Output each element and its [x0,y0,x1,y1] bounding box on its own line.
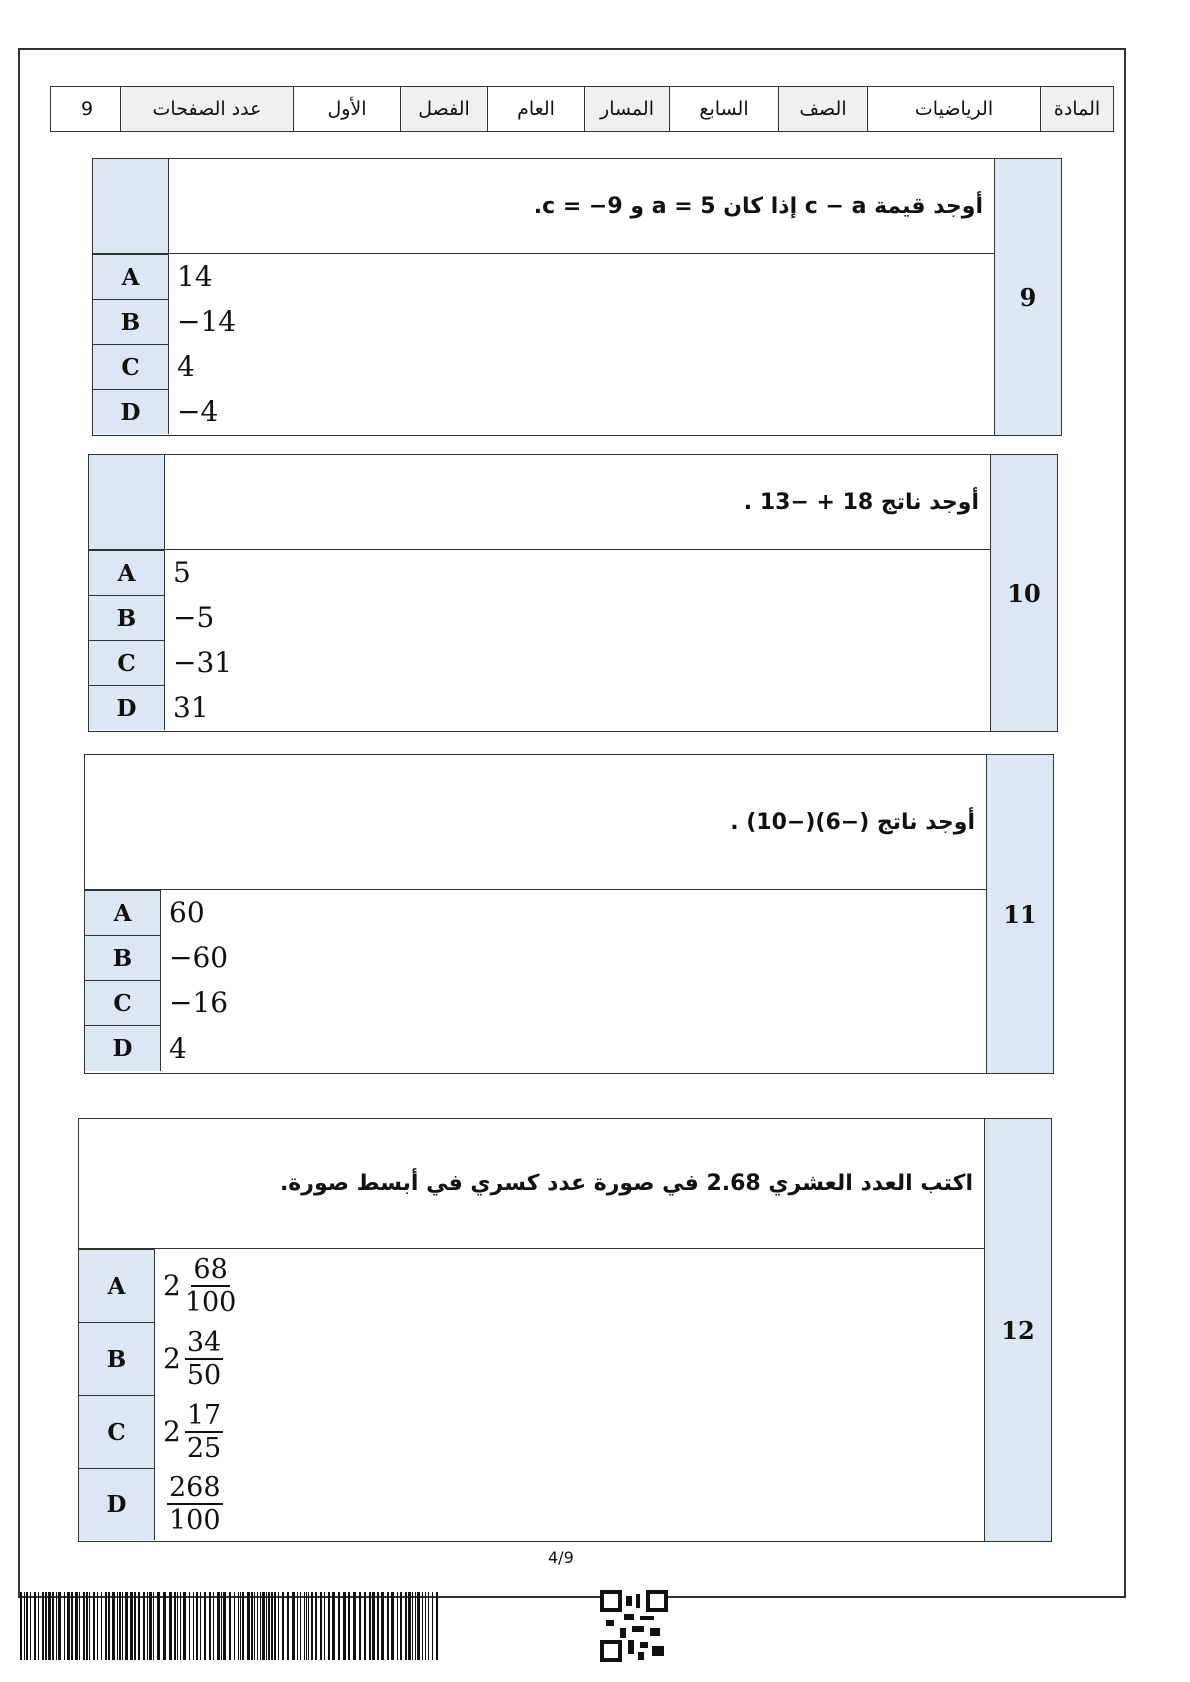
option-label: C [93,344,169,389]
option-row[interactable] [89,685,209,730]
mixed-whole: 2 [163,1415,181,1448]
fraction [184,1253,237,1318]
pages-value: 9 [80,98,94,120]
qr-code-image [600,1590,668,1662]
option-value [155,1249,236,1322]
barcode-image [20,1590,510,1662]
question-number: 10 [990,455,1057,731]
option-label: A [85,890,161,935]
option-value: −5 [173,601,215,634]
mixed-whole: 2 [163,1342,181,1375]
option-row[interactable] [93,389,218,434]
numerator: 68 [193,1253,228,1285]
exam-header [50,86,1114,132]
option-value: 5 [173,556,191,589]
option-row[interactable] [79,1468,223,1540]
option-value: −4 [177,395,219,428]
page-number: 4/9 [548,1548,574,1567]
question-text: أوجد قيمة c − a إذا كان a = 5 و c = −9. [169,159,995,254]
option-label: C [85,980,161,1025]
option-label: C [79,1395,155,1468]
option-row[interactable] [79,1395,223,1468]
option-value: 31 [173,691,209,724]
question-text: أوجد ناتج (−6)(−10) . [85,755,987,890]
option-value: 14 [177,260,213,293]
grade-label: الصف [778,87,867,131]
numerator: 34 [186,1326,222,1358]
option-value [155,1395,223,1468]
term-value: الأول [293,87,400,131]
option-value: −16 [169,986,229,1019]
numerator: 17 [186,1399,222,1431]
option-row[interactable] [85,1025,187,1071]
question-text: أوجد ناتج 18 + −13 . [165,455,991,550]
option-value: 60 [169,896,205,929]
option-value: 4 [169,1031,187,1065]
option-label: A [93,254,169,299]
option-label: B [93,299,169,344]
option-value: −14 [177,305,237,338]
track-value: العام [487,87,584,131]
option-row[interactable] [93,254,213,299]
question-9 [92,158,1062,436]
option-label: B [85,935,161,980]
option-label: B [89,595,165,640]
option-label: C [89,640,165,685]
question-blank-cell [89,455,165,550]
option-row[interactable] [89,640,232,685]
option-value [155,1322,223,1395]
question-number: 11 [986,755,1053,1073]
subject-label: المادة [1040,87,1113,131]
option-value [155,1468,223,1540]
option-label: D [93,389,169,434]
option-row[interactable] [85,935,228,980]
question-blank-cell [93,159,169,254]
option-label: A [79,1249,155,1322]
denominator: 50 [186,1359,222,1391]
denominator: 100 [169,1505,221,1536]
term-label: الفصل [400,87,487,131]
track-label: المسار [584,87,669,131]
option-label: B [79,1322,155,1395]
option-value: −60 [169,941,229,974]
fraction [185,1326,223,1391]
option-row[interactable] [93,299,236,344]
pages-label: عدد الصفحات [120,87,293,131]
fraction [167,1474,223,1534]
option-label: D [85,1025,161,1071]
question-number: 9 [994,159,1061,435]
option-label: A [89,550,165,595]
numerator: 268 [169,1472,221,1503]
subject-value: الرياضيات [867,87,1040,131]
question-12 [78,1118,1052,1542]
option-row[interactable] [89,550,191,595]
option-label: D [89,685,165,730]
option-row[interactable] [85,980,228,1025]
option-value: 4 [177,350,195,383]
option-row[interactable] [93,344,195,389]
fraction [185,1399,223,1464]
option-row[interactable] [89,595,214,640]
question-10 [88,454,1058,732]
option-label: D [79,1468,155,1540]
question-11 [84,754,1054,1074]
mixed-whole: 2 [163,1269,181,1302]
question-text: اكتب العدد العشري 2.68 في صورة عدد كسري في أبسط صورة. [79,1119,985,1249]
option-row[interactable] [85,890,205,935]
grade-value: السابع [669,87,778,131]
denominator: 25 [186,1432,222,1464]
question-number: 12 [984,1119,1051,1541]
denominator: 100 [184,1286,237,1318]
option-row[interactable] [79,1249,236,1322]
option-row[interactable] [79,1322,223,1395]
option-value: −31 [173,646,233,679]
